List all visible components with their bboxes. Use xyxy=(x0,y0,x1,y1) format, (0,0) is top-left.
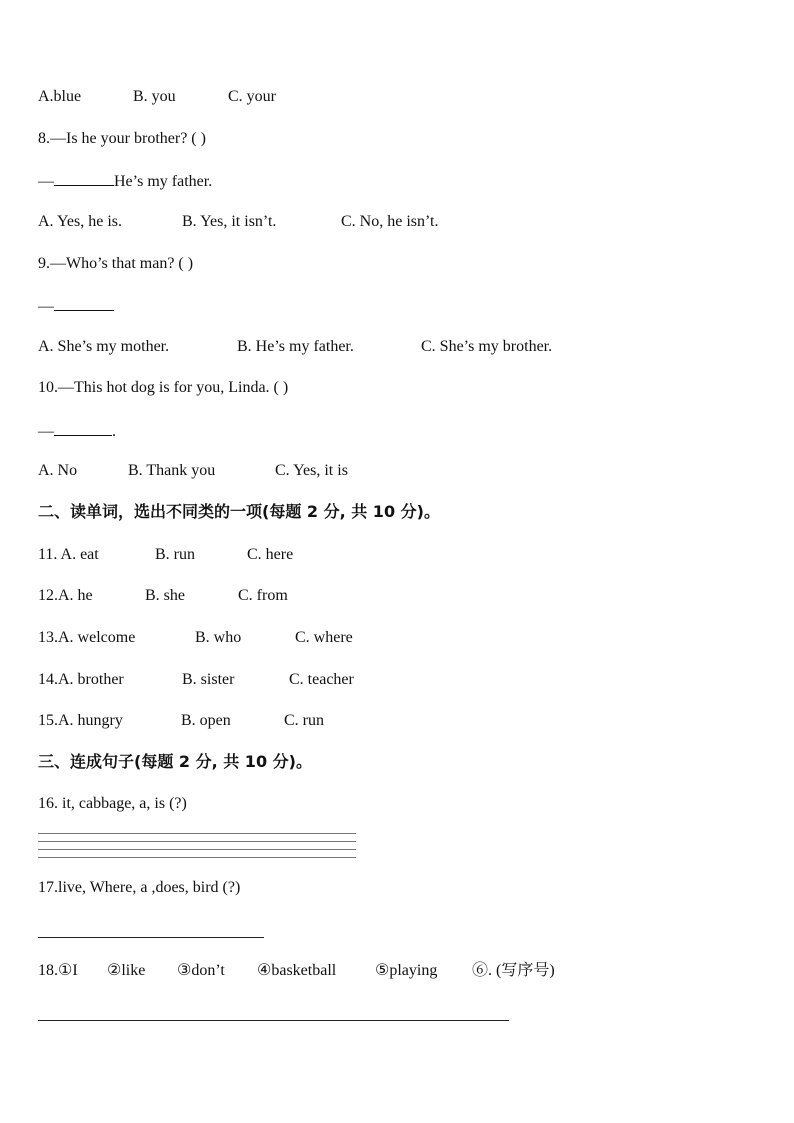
q8-question: 8.—Is he your brother? ( ) xyxy=(38,130,206,147)
q15-option-c: C. run xyxy=(284,712,324,729)
q10-question: 10.—This hot dog is for you, Linda. ( ) xyxy=(38,379,289,396)
q18-item-1: 18.①I xyxy=(38,962,78,979)
q7-option-c: C. your xyxy=(228,88,276,105)
q7-options xyxy=(38,87,276,107)
q16-writing-line-4[interactable] xyxy=(38,857,356,858)
q10-option-b: B. Thank you xyxy=(128,462,216,479)
section3-title: 三、连成句子(每题 2 分, 共 10 分)。 xyxy=(38,752,312,771)
q11-option-c: C. here xyxy=(247,546,294,563)
q18-item-2: ②like xyxy=(107,962,146,979)
q14-option-c: C. teacher xyxy=(289,671,354,688)
q8-option-a: A. Yes, he is. xyxy=(38,213,123,230)
q8-dash: — xyxy=(38,173,54,190)
q15-option-a: 15.A. hungry xyxy=(38,712,123,729)
q10-answer-blank[interactable] xyxy=(54,420,112,436)
q9-dash: — xyxy=(38,298,54,315)
q18-answer-line[interactable] xyxy=(38,1020,509,1021)
q10-option-a: A. No xyxy=(38,462,78,479)
q12-row xyxy=(38,586,288,606)
q14-option-b: B. sister xyxy=(182,671,235,688)
q13-option-c: C. where xyxy=(295,629,353,646)
q14-row xyxy=(38,670,354,690)
q17-answer-line[interactable] xyxy=(38,937,264,938)
q9-option-b: B. He’s my father. xyxy=(237,338,354,355)
q18-row xyxy=(38,961,555,981)
q15-option-b: B. open xyxy=(181,712,231,729)
q17-prompt: 17.live, Where, a ,does, bird (?) xyxy=(38,879,241,896)
q11-option-a: 11. A. eat xyxy=(38,546,99,563)
q18-item-4: ④basketball xyxy=(257,962,337,979)
q12-option-b: B. she xyxy=(145,587,185,604)
q11-row xyxy=(38,545,293,565)
q9-options xyxy=(38,337,552,357)
q10-option-c: C. Yes, it is xyxy=(275,462,348,479)
q9-answer-line xyxy=(38,295,114,315)
q16-prompt: 16. it, cabbage, a, is (?) xyxy=(38,795,187,812)
q10-options xyxy=(38,461,348,481)
q10-dash: — xyxy=(38,423,54,440)
q12-option-c: C. from xyxy=(238,587,288,604)
q13-option-b: B. who xyxy=(195,629,242,646)
q7-option-a: A.blue xyxy=(38,88,82,105)
q12-option-a: 12.A. he xyxy=(38,587,93,604)
q8-option-c: C. No, he isn’t. xyxy=(341,213,439,230)
q8-answer-blank[interactable] xyxy=(54,170,114,186)
q14-option-a: 14.A. brother xyxy=(38,671,124,688)
q16-writing-line-2[interactable] xyxy=(38,841,356,842)
q10-answer-line xyxy=(38,420,116,440)
q13-row xyxy=(38,628,353,648)
q8-answer-tail: He’s my father. xyxy=(114,173,213,190)
q13-option-a: 13.A. welcome xyxy=(38,629,136,646)
q8-answer-line xyxy=(38,170,212,190)
q7-option-b: B. you xyxy=(133,88,176,105)
q9-option-c: C. She’s my brother. xyxy=(421,338,553,355)
q16-writing-line-1[interactable] xyxy=(38,833,356,834)
q9-option-a: A. She’s my mother. xyxy=(38,338,170,355)
q18-item-5: ⑤playing xyxy=(375,962,438,979)
section2-title: 二、读单词，选出不同类的一项(每题 2 分, 共 10 分)。 xyxy=(38,502,440,521)
q18-item-6: ⑥. (写序号) xyxy=(472,962,555,979)
q11-option-b: B. run xyxy=(155,546,195,563)
q16-writing-line-3[interactable] xyxy=(38,849,356,850)
q9-answer-blank[interactable] xyxy=(54,295,114,311)
q9-question: 9.—Who’s that man? ( ) xyxy=(38,255,194,272)
q10-answer-tail: . xyxy=(112,423,116,440)
q18-item-3: ③don’t xyxy=(177,962,225,979)
q8-options xyxy=(38,212,438,232)
q15-row xyxy=(38,711,324,731)
q8-option-b: B. Yes, it isn’t. xyxy=(182,213,277,230)
